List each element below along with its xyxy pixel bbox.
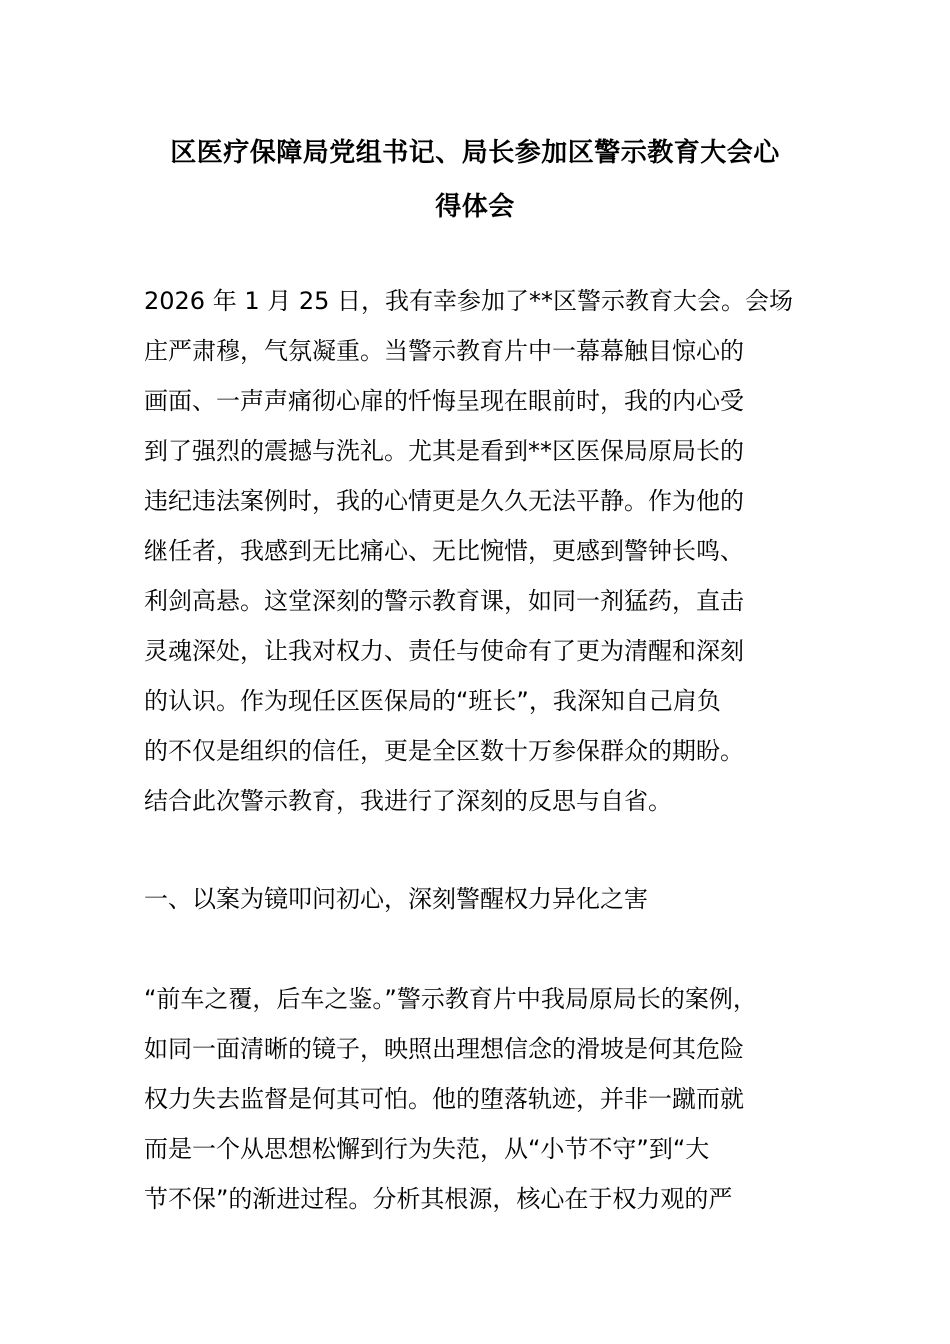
section-heading-1 (144, 874, 844, 924)
text-line: “前车之覆，后车之鉴。”警示教育片中我局原局长的案例， (144, 985, 757, 1013)
text-line: 结合此次警示教育，我进行了深刻的反思与自省。 (144, 787, 672, 815)
text-line: 画面、一声声痛彻心扉的忏悔呈现在眼前时，我的内心受 (144, 387, 744, 415)
text-line: 的认识。作为现任区医保局的“班长”，我深知自己肩负 (144, 687, 721, 715)
text-line: 节不保”的渐进过程。分析其根源，核心在于权力观的严 (144, 1185, 733, 1213)
text-line: 如同一面清晰的镜子，映照出理想信念的滑坡是何其危险 (144, 1035, 744, 1063)
text-line: 权力失去监督是何其可怕。他的堕落轨迹，并非一蹴而就 (144, 1085, 744, 1113)
text-line: 2026 年 1 月 25 日，我有幸参加了**区警示教育大会。会场 (144, 287, 794, 315)
text-line: 灵魂深处，让我对权力、责任与使命有了更为清醒和深刻 (144, 637, 744, 665)
paragraph-intro (144, 276, 844, 826)
text-line: 庄严肃穆，气氛凝重。当警示教育片中一幕幕触目惊心的 (144, 337, 744, 365)
paragraph-section-1 (144, 974, 844, 1224)
text-line: 利剑高悬。这堂深刻的警示教育课，如同一剂猛药，直击 (144, 587, 744, 615)
text-line: 到了强烈的震撼与洗礼。尤其是看到**区医保局原局长的 (144, 437, 744, 465)
text-line: 而是一个从思想松懈到行为失范，从“小节不守”到“大 (144, 1135, 710, 1163)
text-line: 违纪违法案例时，我的心情更是久久无法平静。作为他的 (144, 487, 744, 515)
text-line: 继任者，我感到无比痛心、无比惋惜，更感到警钟长鸣、 (144, 537, 744, 565)
section-heading-text: 一、以案为镜叩问初心，深刻警醒权力异化之害 (144, 885, 648, 913)
text-line: 的不仅是组织的信任，更是全区数十万参保群众的期盼。 (144, 737, 744, 765)
title-line-2: 得体会 (435, 192, 515, 222)
title-line-1: 区医疗保障局党组书记、局长参加区警示教育大会心 (170, 138, 780, 168)
document-title (120, 126, 830, 234)
